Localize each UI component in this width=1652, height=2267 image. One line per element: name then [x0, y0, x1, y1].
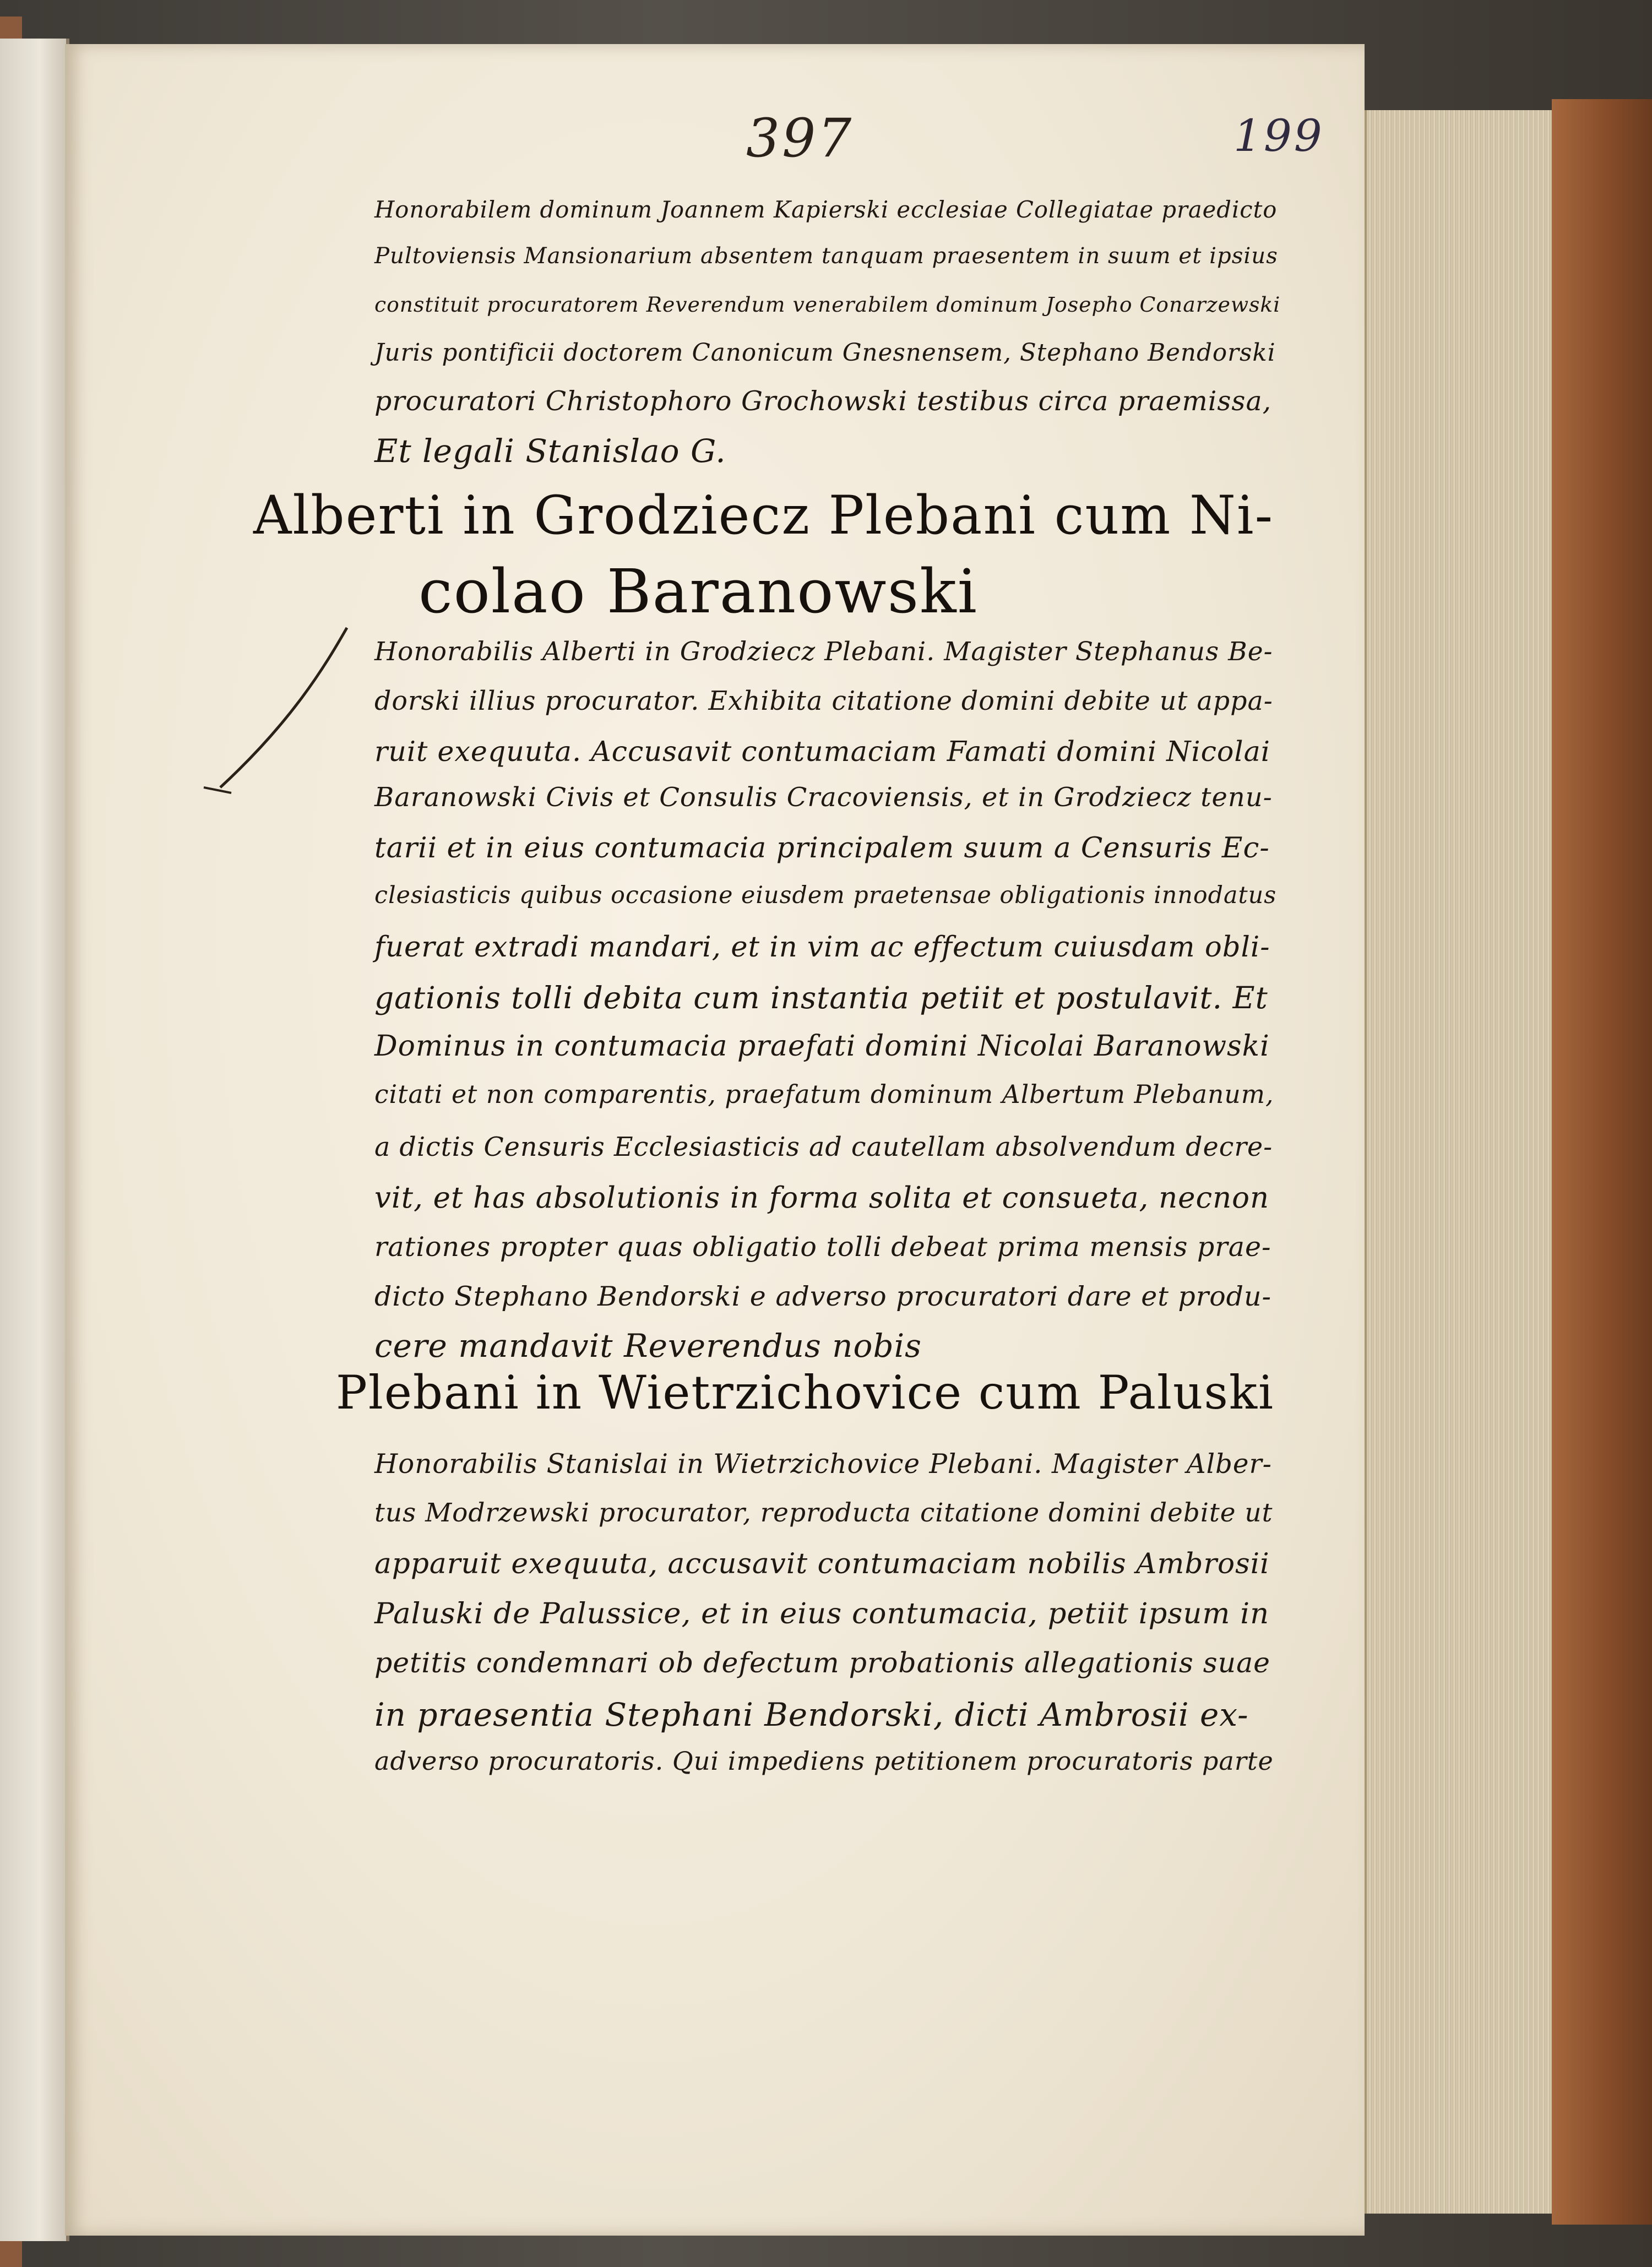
entry-2-line-4: Baranowski Civis et Consulis Cracoviensis, et in Grodziecz tenu-	[374, 782, 1273, 813]
marginal-flourish	[198, 622, 352, 798]
entry-2-line-7: fuerat extradi mandari, et in vim ac effectum cuiusdam obli-	[374, 931, 1270, 964]
entry-2-line-1: Honorabilis Alberti in Grodziecz Plebani. Magister Stephanus Be-	[374, 637, 1273, 667]
page-edge-stack	[1365, 110, 1554, 2214]
entry-2-line-5: tarii et in eius contumacia principalem suum a Censuris Ec-	[374, 831, 1270, 865]
entry-2-line-10: citati et non comparentis, praefatum dominum Albertum Plebanum,	[374, 1080, 1274, 1109]
folio-number: 199	[1233, 110, 1324, 161]
entry-3-line-5: petitis condemnari ob defectum probationis allegationis suae	[374, 1646, 1270, 1679]
entry-2-line-14: dicto Stephano Bendorski e adverso procuratori dare et produ-	[374, 1281, 1272, 1312]
entry-2-heading: Alberti in Grodziecz Plebani cum Ni-	[253, 485, 1274, 546]
entry-3-heading: Plebani in Wietrzichovice cum Paluski	[336, 1366, 1275, 1420]
entry-1-line-5: procuratori Christophoro Grochowski testibus circa praemissa,	[374, 385, 1272, 417]
entry-3-line-7: adverso procuratoris. Qui impediens petitionem procuratoris parte	[374, 1746, 1274, 1776]
entry-2-line-12: vit, et has absolutionis in forma solita et consueta, necnon	[374, 1181, 1270, 1215]
entry-1-line-1: Honorabilem dominum Joannem Kapierski ecclesiae Collegiatae praedicto	[374, 196, 1278, 223]
entry-3-line-4: Paluski de Palussice, et in eius contumacia, petiit ipsum in	[374, 1597, 1270, 1630]
book-binding	[1552, 99, 1652, 2225]
left-page-edge	[0, 39, 69, 2241]
entry-2-line-6: clesiasticis quibus occasione eiusdem praetensae obligationis innodatus	[374, 882, 1277, 909]
entry-2-line-13: rationes propter quas obligatio tolli debeat prima mensis prae-	[374, 1231, 1271, 1263]
entry-2-line-11: a dictis Censuris Ecclesiasticis ad cautellam absolvendum decre-	[374, 1132, 1273, 1162]
entry-2-line-3: ruit exequuta. Accusavit contumaciam Famati domini Nicolai	[374, 735, 1270, 768]
entry-3-line-3: apparuit exequuta, accusavit contumaciam nobilis Ambrosii	[374, 1547, 1270, 1580]
entry-3-line-2: tus Modrzewski procurator, reproducta citatione domini debite ut	[374, 1498, 1273, 1528]
entry-3-line-1: Honorabilis Stanislai in Wietrzichovice Plebani. Magister Alber-	[374, 1449, 1272, 1480]
entry-2-line-8: gationis tolli debita cum instantia petiit et postulavit. Et	[374, 980, 1268, 1015]
entry-2-line-15: cere mandavit Reverendus nobis	[374, 1327, 922, 1364]
entry-1-line-4: Juris pontificii doctorem Canonicum Gnesnensem, Stephano Bendorski	[374, 339, 1276, 367]
entry-2-heading-cont: colao Baranowski	[419, 556, 978, 627]
entry-2-line-9: Dominus in contumacia praefati domini Nicolai Baranowski	[374, 1030, 1270, 1063]
entry-1-line-3: constituit procuratorem Reverendum venerabilem dominum Josepho Conarzewski	[374, 292, 1281, 317]
entry-2-line-2: dorski illius procurator. Exhibita citatione domini debite ut appa-	[374, 686, 1273, 716]
entry-1-line-2: Pultoviensis Mansionarium absentem tanquam praesentem in suum et ipsius	[374, 243, 1278, 269]
entry-3-line-6: in praesentia Stephani Bendorski, dicti Ambrosii ex-	[374, 1696, 1249, 1733]
entry-1-line-6: Et legali Stanislao G.	[374, 432, 726, 470]
page-number: 397	[746, 107, 854, 169]
